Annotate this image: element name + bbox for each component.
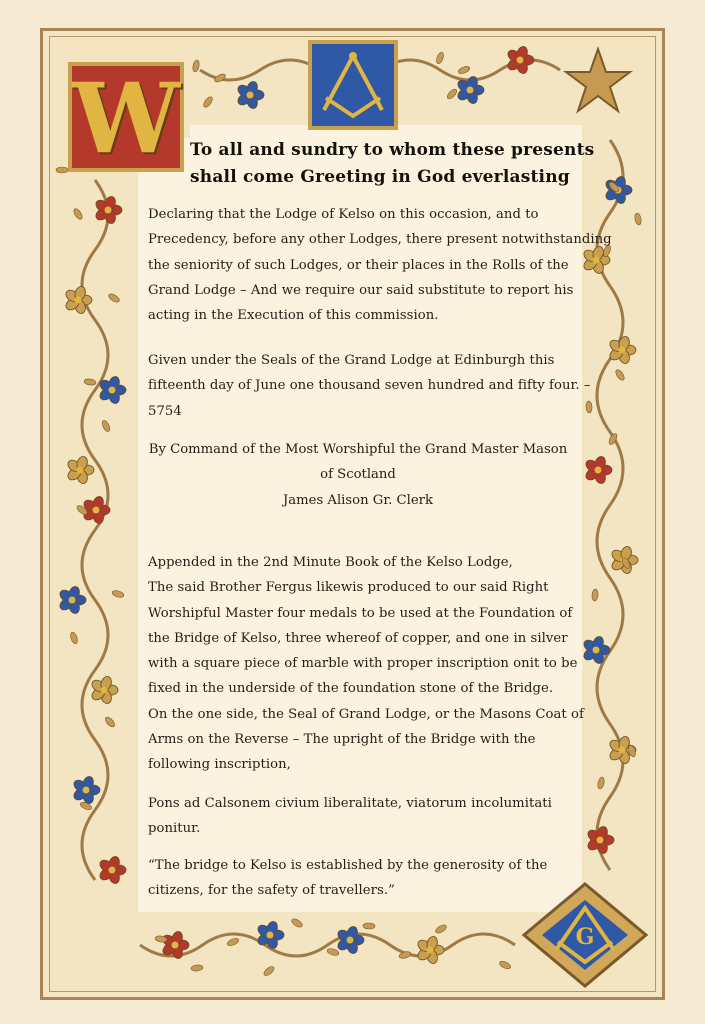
leaf	[56, 167, 68, 173]
flower-center	[267, 932, 274, 939]
leaf	[434, 923, 447, 934]
heading-line: To all and sundry to whom these presents	[190, 140, 595, 160]
leaf	[326, 947, 339, 956]
flower-center	[77, 467, 84, 474]
leaf	[363, 923, 375, 929]
flower-center	[593, 647, 600, 654]
leaf	[498, 960, 511, 971]
text-line: fifteenth day of June one thousand seven hundred and fifty four. –	[148, 378, 591, 394]
text-line: acting in the Execution of this commission.	[148, 308, 439, 324]
command-block	[148, 437, 568, 513]
text-line: Grand Lodge – And we require our said substitute to report his	[148, 282, 574, 298]
text-line: ponitur.	[148, 821, 201, 837]
leaf	[202, 95, 214, 108]
flower-center	[101, 687, 108, 694]
flower-center	[619, 347, 626, 354]
leaf	[597, 776, 606, 789]
leaf	[262, 965, 275, 977]
flower-center	[595, 467, 602, 474]
flower-center	[172, 942, 179, 949]
flower-center	[597, 837, 604, 844]
text-line: Given under the Seals of the Grand Lodge at Edinburgh this	[148, 353, 555, 368]
flower-center	[83, 787, 90, 794]
flower-center	[109, 867, 116, 874]
leaf	[84, 378, 97, 386]
initial-letter: W	[72, 62, 180, 175]
vine-stem	[82, 180, 108, 880]
text-line: Declaring that the Lodge of Kelso on this occasion, and to	[148, 207, 539, 222]
text-line: following inscription,	[148, 757, 291, 773]
leaf	[192, 60, 200, 73]
text-line: the Bridge of Kelso, three whereof of copper, and one in silver	[148, 630, 568, 646]
square-compass-icon	[312, 44, 394, 126]
document-heading	[190, 137, 595, 191]
leaf	[457, 65, 470, 75]
text-line: “The bridge to Kelso is established by the generosity of the	[148, 858, 548, 873]
seal-paragraph	[148, 348, 591, 424]
flower-center	[427, 947, 434, 954]
leaf	[290, 917, 303, 929]
text-line: of Scotland	[320, 467, 396, 483]
square-compass-emblem	[308, 40, 398, 130]
text-line: citizens, for the safety of travellers.”	[148, 883, 395, 899]
leaf	[104, 716, 116, 729]
heading-line: shall come Greeting in God everlasting	[190, 167, 570, 187]
minute-book-paragraph	[148, 550, 584, 778]
leaf	[191, 964, 204, 971]
leaf	[72, 207, 84, 220]
text-line: Pons ad Calsonem civium liberalitate, viatorum incolumitati	[148, 796, 552, 811]
text-line: By Command of the Most Worshipful the Grand Master Mason	[148, 442, 568, 457]
text-line: Appended in the 2nd Minute Book of the Kelso Lodge,	[148, 555, 513, 570]
leaf	[111, 589, 124, 598]
declaration-paragraph	[148, 202, 612, 328]
text-line: Arms on the Reverse – The upright of the Bridge with the	[148, 732, 536, 748]
text-line: fixed in the underside of the foundation stone of the Bridge.	[148, 681, 554, 697]
illuminated-initial	[68, 62, 184, 175]
leaf	[614, 368, 626, 381]
g-letter: G	[575, 924, 595, 950]
flower-center	[69, 597, 76, 604]
text-line: 5754	[148, 403, 182, 419]
text-line: On the one side, the Seal of Grand Lodge, or the Masons Coat of	[148, 706, 584, 722]
flower-center	[109, 387, 116, 394]
leaf	[101, 419, 112, 432]
translation-paragraph	[148, 853, 547, 904]
flower-center	[247, 92, 254, 99]
star-icon	[562, 45, 634, 117]
latin-inscription	[148, 791, 552, 842]
text-line: Precedency, before any other Lodges, there present notwithstanding	[148, 232, 612, 248]
flower-center	[347, 937, 354, 944]
leaf	[591, 589, 598, 601]
text-line: Worshipful Master four medals to be used at the Foundation of	[148, 605, 573, 621]
flower-center	[93, 507, 100, 514]
leaf	[69, 631, 78, 644]
leaf	[446, 88, 459, 101]
text-line: with a square piece of marble with proper inscription onit to be	[148, 656, 578, 672]
flower-center	[105, 207, 112, 214]
flower-center	[467, 87, 474, 94]
flower-center	[619, 747, 626, 754]
leaf	[634, 213, 642, 226]
leaf	[213, 72, 226, 83]
flower-center	[75, 297, 82, 304]
leaf	[435, 51, 445, 64]
text-line: The said Brother Fergus likewis produced to our said Right	[148, 580, 549, 596]
signature-line: James Alison Gr. Clerk	[283, 492, 433, 508]
leaf	[226, 937, 239, 947]
text-line: the seniority of such Lodges, or their places in the Rolls of the	[148, 257, 569, 273]
leaf	[107, 292, 120, 303]
flower-center	[517, 57, 524, 64]
